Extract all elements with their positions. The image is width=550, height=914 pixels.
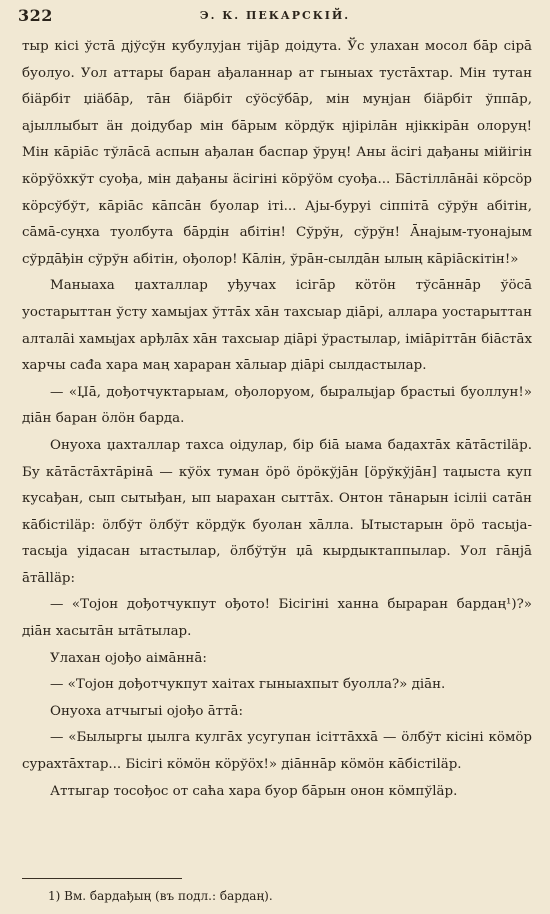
page-number: 322	[18, 6, 53, 25]
footnote: 1) Вм. бардађың (въ подл.: бардаң).	[48, 889, 273, 903]
running-head: Э. К. ПЕКАРСКІЙ.	[199, 9, 351, 22]
paragraph: Онуоха џахталлар тахса оідулар, бір біā ыама бадахтāх кāтāстіläр. Бу кāтāстāхтāрінā — кўöх туман öрö öрöкўjāн [öрўкўjāн] таџыста куп кусађан, сып сытыђан, ып ыарахан сыттāх. Онтон тāнарын ісіліі сатāн кāбістіläр: öлбўт öлбўт кöрдўк буолан хāлла. Ытыстарын öрö тасыја-тасыја уідасан ытастылар, öлбўтўн џā кырдыктаппылар. Уол гāнјā āтālläр:	[22, 437, 532, 586]
paragraph: — «Џā, дођотчуктарыам, ођолоруом, быралыjар брастыі буоллун!» діāн баран öлöн барда.	[22, 384, 532, 427]
paragraph: — «Былыргы џылга кулгāх усугупан ісіттāххā — öлбўт кісіні кöмöр сурахтāхтар... Бісігі кöмöн кöрўöх!» діāннāр кöмöн кāбістіläр.	[22, 730, 532, 773]
paragraph: — «Тојон дођотчукпут ођото! Бісігіні ханна быраран бардаң¹)?» діāн хасытāн ытāтылар.	[22, 597, 532, 640]
page-header	[18, 6, 532, 30]
footnote-divider	[22, 878, 182, 879]
paragraph: Аттыгар тосођос от саћа хара буор бāрын онон кöмпўläр.	[50, 783, 458, 799]
paragraph: Маныаха џахталлар уђучах ісігāр кöтöн тўсāннāр ўöсā уостарыттан ўсту хамыjах ўттāх хāн тахсыар діāрі, аллара уостарыттан алталāі хамыjах арђлāх хāн тахсыар діāрі ўрастылар, іміāріттāн біāстāх харчы саđа хара маң хараран хāлыар діāрі сылдастылар.	[22, 278, 533, 374]
paragraph: Улахан ојођо аімāннā:	[50, 650, 207, 666]
body-text	[22, 34, 532, 805]
paragraph: тыр кісі ўстā дјўсўн кубулујан тіjāр доідута. Ўс улахан мосол бāр сірā буолуо. Уол аттары баран ађаланнар ат гыныах тустāхтар. Мін тутан біäрбіт џiäбāр, тāн біäрбіт сўöсўбāр, мін мунјан біäрбіт ўппāр, аjыллыбыт äн доідубар мін бāрым кöрдўк нјірілāн нјіккірāн олоруң! Мін кāріāс тўлāсā аспын ађалан баспар ўруң! Аны äсігі дађаны мійігін кöрўöхкўт суођа, мін дађаны äсігіні кöрўöм суођа... Бāстіллāнāі кöрсöр кöрсўбўт, кāріāс кāпсāн буолар іті... Аjы-буруі сіппітā сўрўн абітін, сāмā-суңха туолбута бāрдін абітін! Сўрўн, сўрўн! Āнаjым-туонаjым сўрдāђін сўрўн абітін, ођолор! Кāлін, ўрāн-сылдāн ылың кāріāскітін!»	[22, 39, 532, 267]
paragraph: — «Тојон дођотчукпут хаітах гыныахпыт буолла?» діāн.	[50, 677, 446, 693]
paragraph: Онуоха атчыгыі ојођо āттā:	[50, 703, 243, 719]
